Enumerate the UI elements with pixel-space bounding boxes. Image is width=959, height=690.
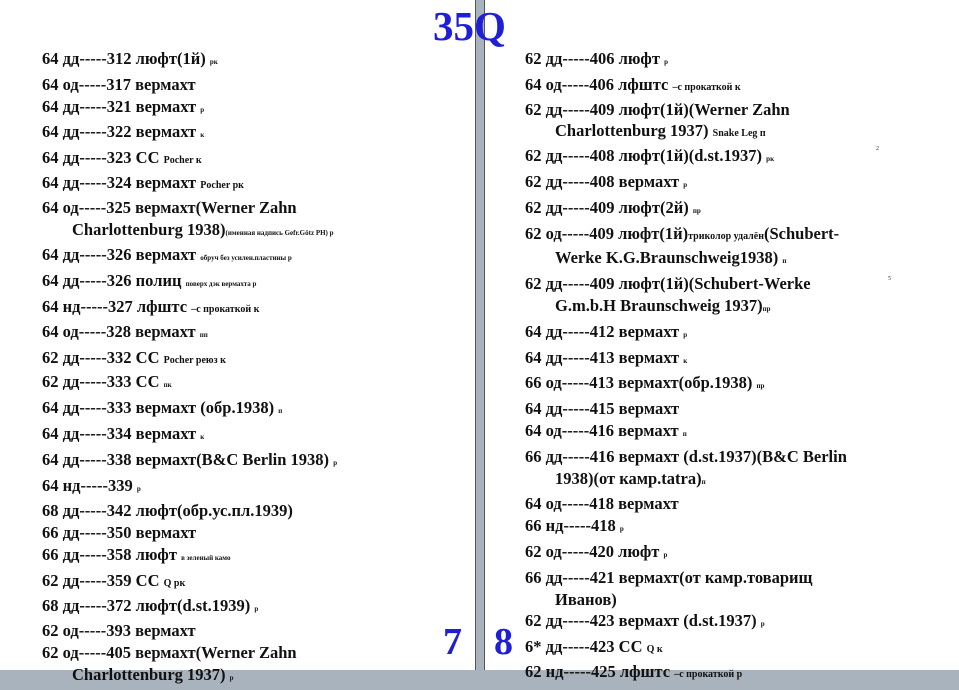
- list-item: 62 од-----409 люфт(1й)триколор удалён(Schubert- Werke K.G.Braunschweig1938) п: [525, 223, 840, 268]
- list-item: 62 дд-----408 вермахт р: [525, 171, 688, 191]
- right-entry-list: [525, 48, 953, 686]
- right-page-number: 8: [494, 621, 513, 663]
- list-item: 64 од-----325 вермахт(Werner Zahn Charlottenburg 1938)(именная надпись Gefr.Götz PH) р: [42, 197, 334, 239]
- list-item: 64 дд-----312 люфт(1й) рк: [42, 49, 218, 68]
- list-item: 62 дд-----409 люфт(1й)(Werner Zahn Charlottenburg 1937) Snake Leg п: [525, 99, 790, 141]
- list-item: 64 од-----418 вермахт: [525, 494, 679, 514]
- left-page-number: 7: [443, 621, 462, 663]
- list-item: 62 дд-----332 СС Pocher реюз к: [42, 347, 226, 367]
- list-item: 64 од-----416 вермахт п: [525, 420, 687, 440]
- list-item: 62 дд-----359 СС Q рк: [42, 570, 186, 590]
- list-item: 64 нд-----339 р: [42, 475, 141, 495]
- list-item: 64 дд-----326 полиц поверх дэк вермахта р: [42, 271, 257, 291]
- list-item: 62 од-----420 люфт р: [525, 541, 668, 561]
- stray-mark: 5: [888, 276, 891, 282]
- list-item: 66 дд-----350 вермахт: [42, 523, 197, 543]
- list-item: 64 дд-----321 вермахт р: [42, 96, 205, 116]
- list-item: 64 дд-----324 вермахт Pocher рк: [42, 172, 244, 192]
- list-item: 66 дд-----416 вермахт (d.st.1937)(B&C Berlin 1938)(от камр.tatra)п: [525, 446, 847, 488]
- list-item: 62 дд-----333 СС пк: [42, 372, 172, 392]
- list-item: 66 од-----413 вермахт(обр.1938) пр: [525, 373, 765, 393]
- list-item: 66 дд-----421 вермахт(от камр.товарищ Иванов): [525, 567, 813, 609]
- list-item: 68 дд-----342 люфт(обр.ус.пл.1939): [42, 501, 293, 521]
- list-item: 68 дд-----372 люфт(d.st.1939) р: [42, 595, 259, 615]
- list-item: 62 од-----405 вермахт(Werner Zahn Charlottenburg 1937) р: [42, 643, 297, 684]
- list-item: 64 од-----317 вермахт: [42, 74, 196, 94]
- list-item: 64 дд-----326 вермахт обруч без усилен.пластины р: [42, 245, 292, 265]
- list-item: 64 од-----406 лфштс –с прокаткой к: [525, 74, 741, 94]
- list-item: 66 нд-----418 р: [525, 516, 624, 536]
- list-item: 64 дд-----415 вермахт: [525, 399, 680, 419]
- page-title: 35Q: [433, 3, 506, 49]
- stray-mark: 2: [876, 146, 879, 152]
- list-item: 62 дд-----409 люфт(1й)(Schubert-Werke G.m.b.H Braunschweig 1937)пр: [525, 274, 811, 315]
- list-item: 64 нд-----327 лфштс –с прокаткой к: [42, 296, 260, 316]
- list-item: 62 дд-----409 люфт(2й) пр: [525, 197, 701, 217]
- list-item: 64 дд-----334 вермахт к: [42, 423, 205, 443]
- list-item: 64 дд-----323 СС Pocher к: [42, 148, 202, 168]
- list-item: 64 дд-----413 вермахт к: [525, 347, 688, 367]
- list-item: 64 дд-----322 вермахт к: [42, 122, 205, 142]
- list-item: 62 дд-----406 люфт р: [525, 49, 668, 68]
- list-item: 62 нд-----425 лфштс –с прокаткой р: [525, 661, 743, 681]
- list-item: 66 дд-----358 люфт в зеленый камо: [42, 544, 231, 564]
- list-item: 62 дд-----408 люфт(1й)(d.st.1937) рк: [525, 146, 775, 166]
- list-item: 64 дд-----412 вермахт р: [525, 321, 688, 341]
- list-item: 64 дд-----333 вермахт (обр.1938) п: [42, 398, 283, 418]
- list-item: 62 дд-----423 вермахт (d.st.1937) р: [525, 611, 765, 631]
- left-page: [0, 0, 476, 684]
- left-entry-list: [42, 48, 469, 690]
- list-item: 62 од-----393 вермахт: [42, 621, 196, 641]
- list-item: 64 дд-----338 вермахт(B&C Berlin 1938) р: [42, 449, 338, 469]
- list-item: 64 од-----328 вермахт пп: [42, 321, 208, 341]
- list-item: 6* дд-----423 СС Q к: [525, 637, 663, 657]
- right-page: [484, 0, 959, 681]
